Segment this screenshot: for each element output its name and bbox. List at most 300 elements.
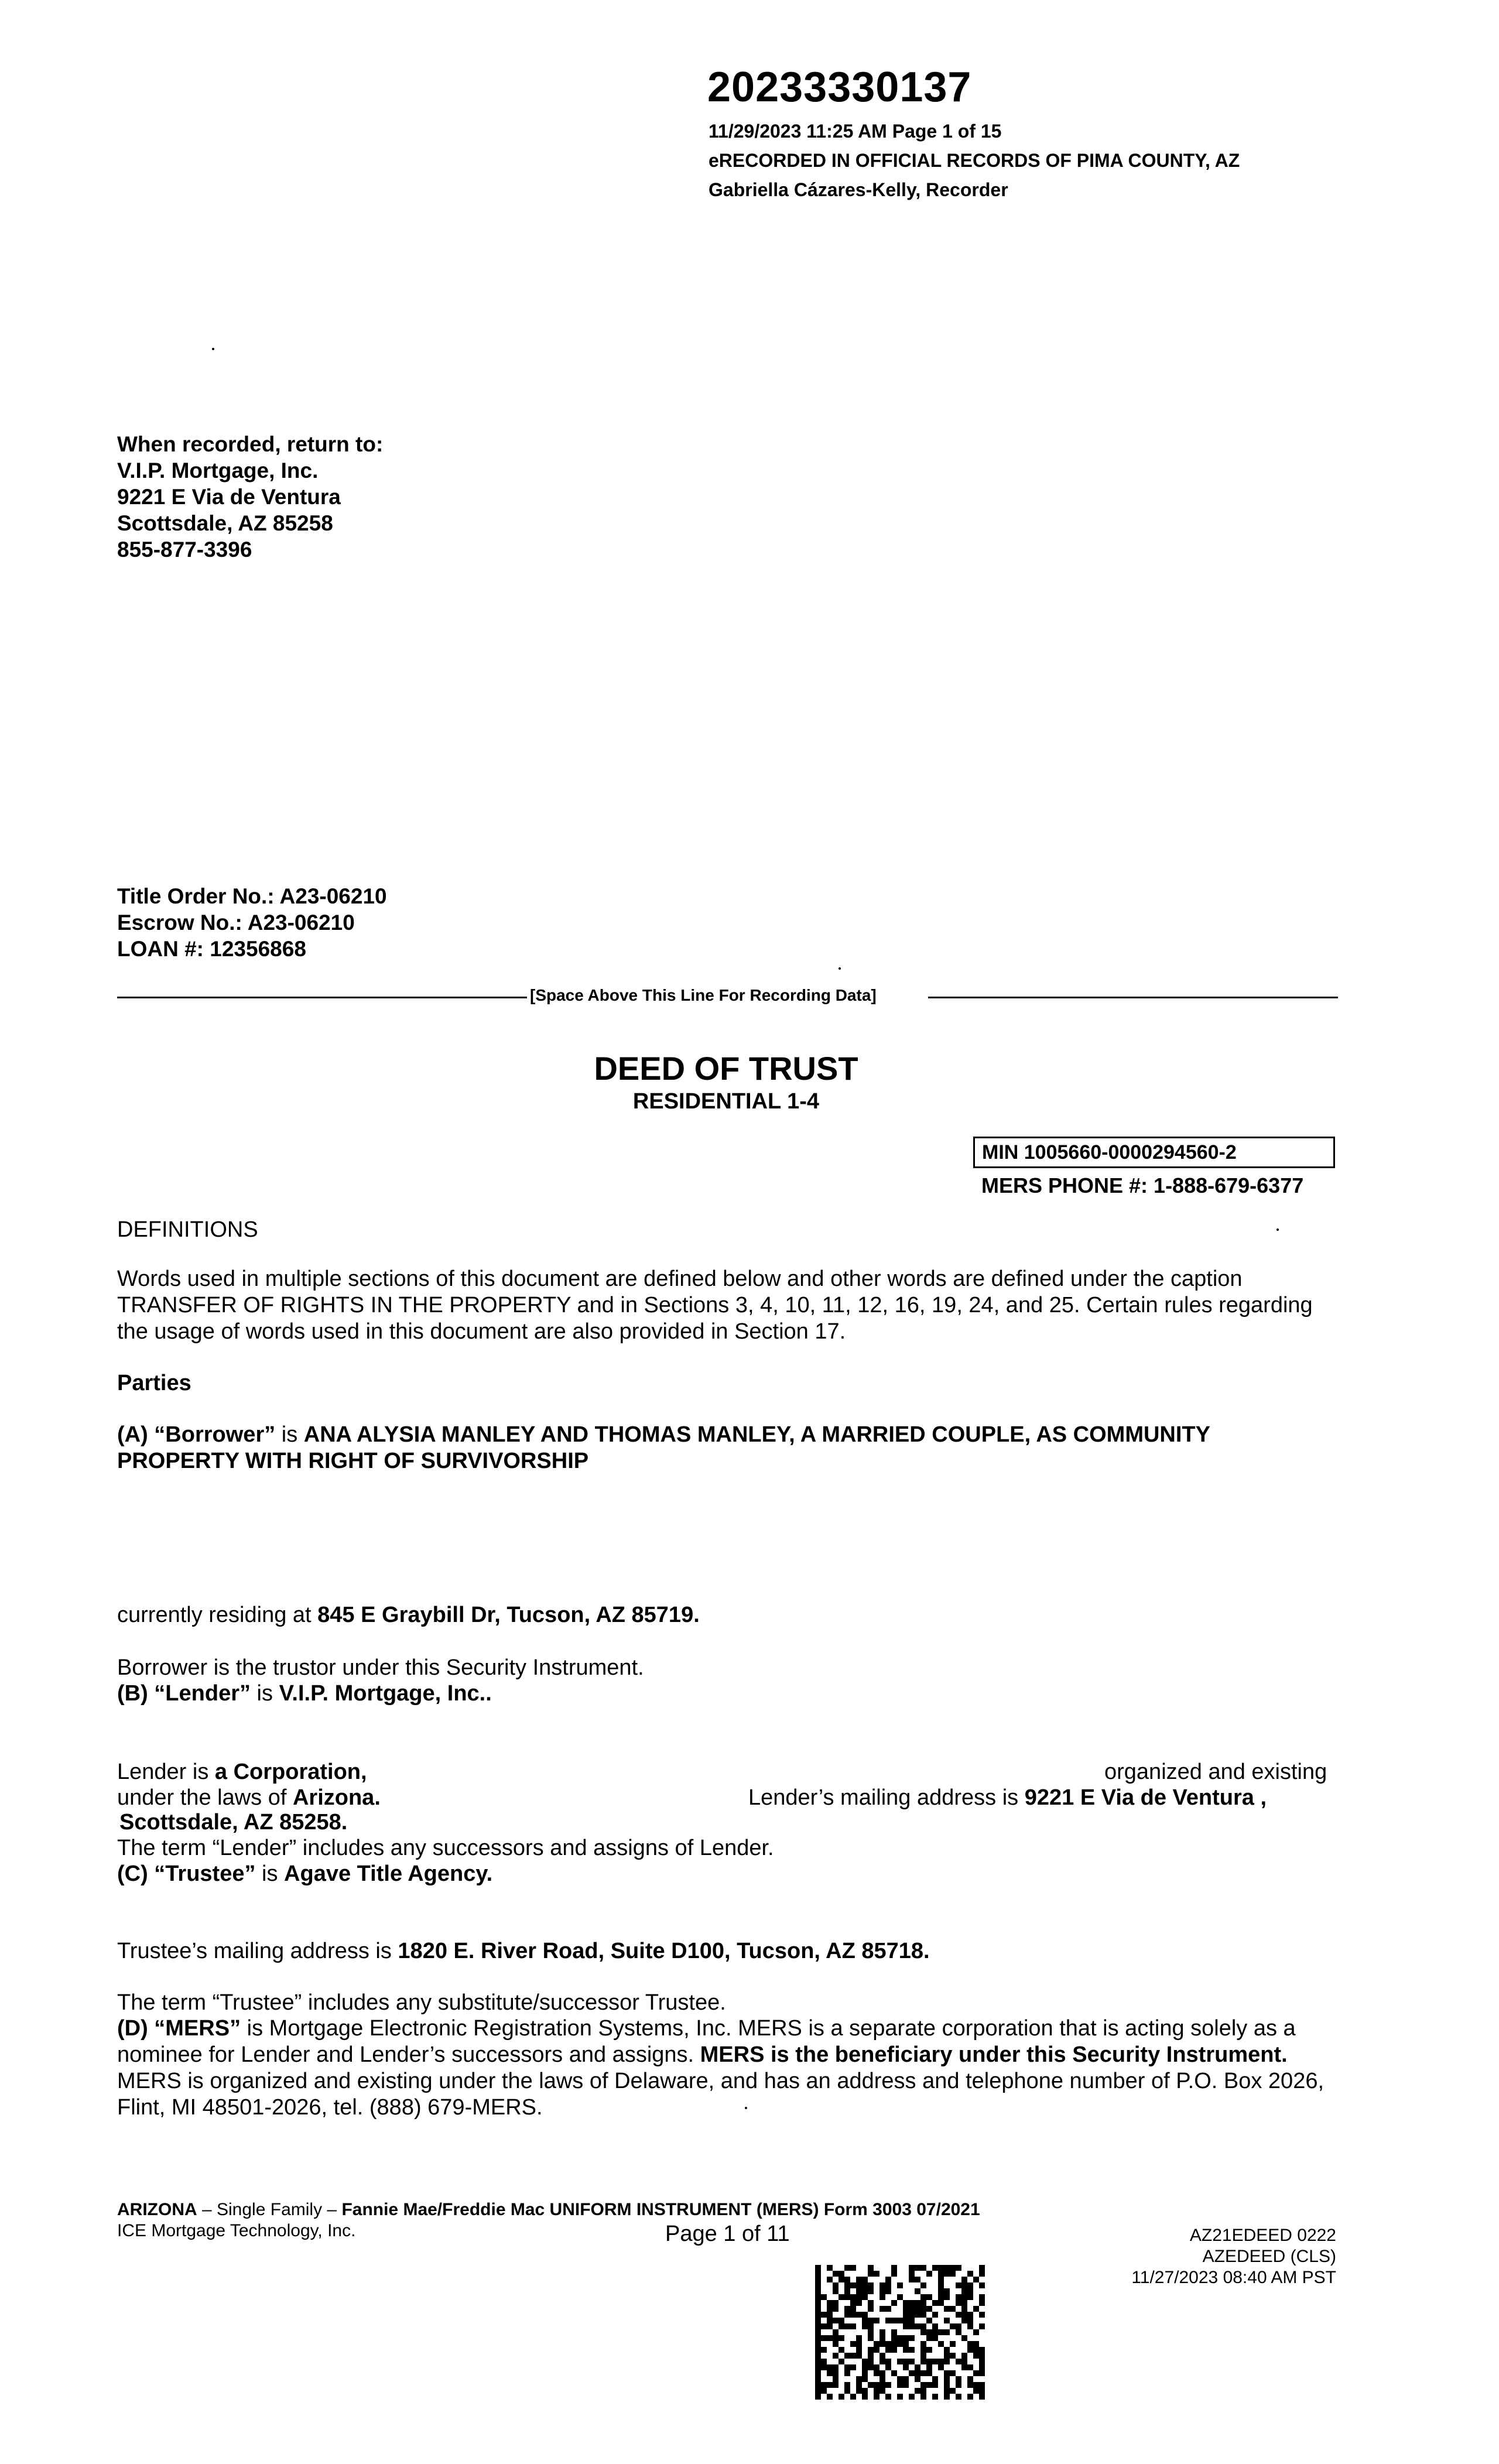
barcode-cell xyxy=(979,2347,985,2353)
barcode-cell xyxy=(950,2353,956,2359)
barcode-cell xyxy=(856,2277,862,2282)
trustee-mailing-prefix: Trustee’s mailing address is xyxy=(117,1939,398,1963)
barcode-cell xyxy=(850,2282,856,2288)
barcode-cell xyxy=(839,2294,844,2300)
barcode-cell xyxy=(862,2318,868,2323)
barcode-cell xyxy=(920,2353,926,2359)
barcode-cell xyxy=(903,2312,909,2318)
barcode-cell xyxy=(920,2312,926,2318)
barcode-cell xyxy=(967,2312,973,2318)
barcode-cell xyxy=(973,2353,979,2359)
barcode-cell xyxy=(856,2347,862,2353)
barcode-cell xyxy=(833,2370,839,2376)
barcode-cell xyxy=(926,2359,932,2364)
barcode-cell xyxy=(862,2323,868,2329)
barcode-cell xyxy=(891,2271,897,2277)
barcode-cell xyxy=(979,2382,985,2388)
loan-number: LOAN #: 12356868 xyxy=(117,937,306,961)
barcode-cell xyxy=(827,2394,833,2400)
footer-form-line xyxy=(117,2199,980,2220)
footer-form-name: Fannie Mae/Freddie Mac UNIFORM INSTRUMENT (MERS) Form 3003 07/2021 xyxy=(341,2200,980,2219)
scan-speck xyxy=(1276,1228,1279,1231)
borrower-definition xyxy=(117,1422,1347,1474)
barcode-cell xyxy=(932,2312,938,2318)
document-title: DEED OF TRUST xyxy=(594,1050,858,1087)
barcode-cell xyxy=(879,2341,885,2347)
barcode-cell xyxy=(944,2329,950,2335)
barcode-cell xyxy=(833,2282,839,2288)
barcode-cell xyxy=(956,2300,961,2306)
barcode-cell xyxy=(979,2388,985,2394)
barcode-cell xyxy=(862,2359,868,2364)
barcode-cell xyxy=(879,2370,885,2376)
barcode-cell xyxy=(944,2347,950,2353)
barcode-cell xyxy=(938,2300,944,2306)
barcode-cell xyxy=(909,2318,915,2323)
barcode-cell xyxy=(950,2271,956,2277)
barcode-cell xyxy=(944,2353,950,2359)
barcode-cell xyxy=(821,2323,827,2329)
barcode-cell xyxy=(874,2382,879,2388)
barcode-cell xyxy=(979,2359,985,2364)
barcode-cell xyxy=(844,2282,850,2288)
barcode-cell xyxy=(973,2382,979,2388)
barcode-cell xyxy=(850,2306,856,2312)
barcode-cell xyxy=(932,2376,938,2382)
barcode-cell xyxy=(967,2341,973,2347)
barcode-cell xyxy=(897,2382,903,2388)
footer-form-desc: – Single Family – xyxy=(197,2200,342,2219)
barcode-cell xyxy=(973,2277,979,2282)
barcode-cell xyxy=(839,2277,844,2282)
barcode-cell xyxy=(815,2265,821,2271)
barcode-cell xyxy=(956,2359,961,2364)
barcode-cell xyxy=(885,2277,891,2282)
barcode-cell xyxy=(850,2265,856,2271)
barcode-cell xyxy=(920,2306,926,2312)
trustee-name: Agave Title Agency. xyxy=(284,1861,493,1886)
barcode-cell xyxy=(827,2318,833,2323)
barcode-cell xyxy=(956,2312,961,2318)
barcode-cell xyxy=(874,2388,879,2394)
barcode-cell xyxy=(874,2318,879,2323)
barcode-cell xyxy=(844,2294,850,2300)
definitions-intro-line: TRANSFER OF RIGHTS IN THE PROPERTY and in Sections 3, 4, 10, 11, 12, 16, 19, 24, and 25. Certain rules regarding xyxy=(117,1293,1313,1317)
barcode-cell xyxy=(967,2323,973,2329)
barcode-cell xyxy=(909,2370,915,2376)
barcode-cell xyxy=(827,2382,833,2388)
barcode-cell xyxy=(967,2282,973,2288)
barcode-cell xyxy=(833,2335,839,2341)
barcode-cell xyxy=(944,2359,950,2364)
barcode-cell xyxy=(956,2323,961,2329)
document-subtitle: RESIDENTIAL 1-4 xyxy=(632,1089,820,1114)
barcode-cell xyxy=(944,2382,950,2388)
scan-speck xyxy=(212,348,214,350)
lender-state: Arizona. xyxy=(292,1785,381,1810)
barcode-cell xyxy=(903,2376,909,2382)
barcode-cell xyxy=(815,2364,821,2370)
barcode-cell xyxy=(839,2323,844,2329)
barcode-cell xyxy=(979,2364,985,2370)
barcode-cell xyxy=(891,2335,897,2341)
barcode-cell xyxy=(850,2353,856,2359)
barcode-cell xyxy=(915,2376,920,2382)
barcode-cell xyxy=(897,2359,903,2364)
barcode-cell xyxy=(903,2300,909,2306)
barcode-cell xyxy=(915,2364,920,2370)
mers-line3: MERS is organized and existing under the laws of Delaware, and has an address and telephone number of P.O. Box 2026, xyxy=(117,2069,1325,2093)
barcode-cell xyxy=(961,2277,967,2282)
barcode-cell xyxy=(879,2329,885,2335)
barcode-cell xyxy=(944,2294,950,2300)
barcode-cell xyxy=(821,2347,827,2353)
barcode-cell xyxy=(950,2388,956,2394)
barcode-cell xyxy=(903,2306,909,2312)
barcode-cell xyxy=(909,2312,915,2318)
lender-term: The term “Lender” includes any successors and assigns of Lender. xyxy=(117,1836,774,1860)
footer-code-2: AZEDEED (CLS) xyxy=(1202,2247,1336,2266)
barcode-cell xyxy=(868,2318,874,2323)
trustee-definition xyxy=(117,1861,492,1887)
barcode-cell xyxy=(909,2394,915,2400)
barcode-cell xyxy=(891,2329,897,2335)
barcode-cell xyxy=(879,2306,885,2312)
barcode-cell xyxy=(973,2306,979,2312)
barcode-cell xyxy=(868,2382,874,2388)
barcode-cell xyxy=(956,2394,961,2400)
lender-under-laws: under the laws of xyxy=(117,1785,293,1810)
barcode-cell xyxy=(956,2265,961,2271)
barcode-cell xyxy=(856,2300,862,2306)
barcode-cell xyxy=(850,2294,856,2300)
barcode-cell xyxy=(950,2323,956,2329)
barcode-cell xyxy=(815,2318,821,2323)
barcode-cell xyxy=(885,2347,891,2353)
barcode-cell xyxy=(950,2370,956,2376)
barcode-cell xyxy=(868,2353,874,2359)
barcode-cell xyxy=(833,2318,839,2323)
barcode-cell xyxy=(833,2288,839,2294)
barcode-cell xyxy=(833,2353,839,2359)
barcode-cell xyxy=(815,2341,821,2347)
barcode-cell xyxy=(862,2394,868,2400)
barcode-cell xyxy=(827,2323,833,2329)
lender-mailing-address: 9221 E Via de Ventura , xyxy=(1024,1785,1267,1810)
barcode-cell xyxy=(944,2288,950,2294)
barcode-cell xyxy=(856,2376,862,2382)
barcode-cell xyxy=(920,2265,926,2271)
barcode-cell xyxy=(891,2265,897,2271)
barcode-cell xyxy=(844,2382,850,2388)
barcode-cell xyxy=(850,2394,856,2400)
barcode-cell xyxy=(932,2323,938,2329)
barcode-cell xyxy=(938,2359,944,2364)
barcode-cell xyxy=(897,2282,903,2288)
barcode-cell xyxy=(915,2370,920,2376)
barcode-cell xyxy=(903,2382,909,2388)
lender-mailing-prefix: Lender’s mailing address is xyxy=(748,1785,1025,1810)
barcode-cell xyxy=(868,2265,874,2271)
definitions-intro xyxy=(117,1266,1341,1345)
barcode-cell xyxy=(915,2388,920,2394)
barcode-cell xyxy=(844,2306,850,2312)
barcode-cell xyxy=(932,2300,938,2306)
barcode-cell xyxy=(920,2323,926,2329)
barcode-cell xyxy=(897,2376,903,2382)
footer-company: ICE Mortgage Technology, Inc. xyxy=(117,2221,356,2240)
barcode-cell xyxy=(833,2364,839,2370)
barcode-cell xyxy=(891,2347,897,2353)
divider-right xyxy=(928,997,1338,998)
barcode-cell xyxy=(944,2265,950,2271)
barcode-cell xyxy=(815,2312,821,2318)
barcode-cell xyxy=(926,2294,932,2300)
barcode-cell xyxy=(903,2364,909,2370)
barcode-cell xyxy=(885,2394,891,2400)
barcode-cell xyxy=(956,2294,961,2300)
barcode-cell xyxy=(926,2370,932,2376)
barcode-cell xyxy=(979,2370,985,2376)
barcode-cell xyxy=(821,2294,827,2300)
barcode-cell xyxy=(879,2282,885,2288)
barcode-cell xyxy=(903,2347,909,2353)
barcode-cell xyxy=(868,2347,874,2353)
barcode-cell xyxy=(944,2306,950,2312)
barcode-cell xyxy=(833,2341,839,2347)
barcode-cell xyxy=(856,2288,862,2294)
barcode-cell xyxy=(844,2288,850,2294)
barcode-cell xyxy=(862,2312,868,2318)
barcode-cell xyxy=(967,2394,973,2400)
barcode-cell xyxy=(879,2353,885,2359)
barcode-cell xyxy=(932,2382,938,2388)
barcode-cell xyxy=(879,2288,885,2294)
barcode-cell xyxy=(909,2265,915,2271)
barcode-cell xyxy=(944,2376,950,2382)
barcode-cell xyxy=(815,2335,821,2341)
barcode-cell xyxy=(815,2277,821,2282)
barcode-cell xyxy=(862,2376,868,2382)
barcode-cell xyxy=(979,2282,985,2288)
barcode-cell xyxy=(862,2282,868,2288)
barcode-cell xyxy=(856,2312,862,2318)
barcode-cell xyxy=(903,2335,909,2341)
return-to-block xyxy=(117,431,383,563)
barcode-cell xyxy=(868,2306,874,2312)
lender-entity-line xyxy=(117,1759,367,1785)
mers-definition xyxy=(117,2015,1347,2121)
barcode-cell xyxy=(961,2300,967,2306)
barcode-cell xyxy=(856,2294,862,2300)
barcode-cell xyxy=(844,2265,850,2271)
barcode-cell xyxy=(979,2394,985,2400)
barcode-image xyxy=(815,2265,985,2400)
barcode-cell xyxy=(926,2382,932,2388)
barcode-cell xyxy=(885,2288,891,2294)
barcode-cell xyxy=(827,2277,833,2282)
barcode-cell xyxy=(979,2323,985,2329)
barcode-cell xyxy=(856,2341,862,2347)
scan-speck xyxy=(839,967,841,970)
barcode-cell xyxy=(850,2300,856,2306)
barcode-cell xyxy=(827,2364,833,2370)
barcode-cell xyxy=(874,2370,879,2376)
barcode-cell xyxy=(815,2300,821,2306)
barcode-cell xyxy=(967,2271,973,2277)
barcode-cell xyxy=(920,2394,926,2400)
barcode-cell xyxy=(821,2382,827,2388)
barcode-cell xyxy=(827,2300,833,2306)
mers-line4: Flint, MI 48501-2026, tel. (888) 679-MERS. xyxy=(117,2095,543,2120)
barcode-cell xyxy=(938,2282,944,2288)
barcode-cell xyxy=(903,2318,909,2323)
barcode-cell xyxy=(885,2306,891,2312)
barcode-cell xyxy=(938,2341,944,2347)
barcode-cell xyxy=(844,2388,850,2394)
barcode-cell xyxy=(885,2318,891,2323)
barcode-cell xyxy=(967,2347,973,2353)
footer-code-1: AZ21EDEED 0222 xyxy=(1189,2226,1336,2245)
barcode-cell xyxy=(915,2265,920,2271)
barcode-cell xyxy=(938,2329,944,2335)
barcode-cell xyxy=(821,2364,827,2370)
barcode-cell xyxy=(944,2388,950,2394)
barcode-cell xyxy=(967,2376,973,2382)
barcode-cell xyxy=(903,2359,909,2364)
barcode-cell xyxy=(950,2265,956,2271)
divider-left xyxy=(117,997,527,998)
barcode-cell xyxy=(868,2288,874,2294)
barcode-cell xyxy=(926,2347,932,2353)
barcode-cell xyxy=(973,2329,979,2335)
barcode-cell xyxy=(932,2265,938,2271)
lender-is-a: Lender is xyxy=(117,1760,215,1784)
barcode-cell xyxy=(938,2364,944,2370)
barcode-cell xyxy=(850,2323,856,2329)
barcode-cell xyxy=(979,2300,985,2306)
barcode-cell xyxy=(961,2306,967,2312)
residing-prefix: currently residing at xyxy=(117,1603,318,1627)
barcode-cell xyxy=(979,2271,985,2277)
escrow-number: Escrow No.: A23-06210 xyxy=(117,911,355,935)
barcode-cell xyxy=(920,2382,926,2388)
barcode-cell xyxy=(967,2294,973,2300)
barcode-cell xyxy=(903,2323,909,2329)
barcode-cell xyxy=(944,2318,950,2323)
barcode-cell xyxy=(833,2329,839,2335)
trustee-term: The term “Trustee” includes any substitute/successor Trustee. xyxy=(117,1990,726,2015)
definitions-intro-line: the usage of words used in this document are also provided in Section 17. xyxy=(117,1319,846,1344)
borrower-names-cont: PROPERTY WITH RIGHT OF SURVIVORSHIP xyxy=(117,1449,589,1473)
barcode-cell xyxy=(827,2312,833,2318)
barcode-cell xyxy=(833,2271,839,2277)
barcode-cell xyxy=(815,2353,821,2359)
barcode-cell xyxy=(979,2312,985,2318)
barcode-cell xyxy=(961,2318,967,2323)
definitions-intro-line: Words used in multiple sections of this document are defined below and other words are defined under the caption xyxy=(117,1267,1243,1291)
barcode-cell xyxy=(815,2323,821,2329)
barcode-cell xyxy=(909,2323,915,2329)
barcode-cell xyxy=(973,2347,979,2353)
barcode-cell xyxy=(956,2329,961,2335)
barcode-cell xyxy=(932,2329,938,2335)
barcode-cell xyxy=(926,2335,932,2341)
barcode-cell xyxy=(874,2271,879,2277)
barcode-cell xyxy=(961,2294,967,2300)
barcode-cell xyxy=(938,2294,944,2300)
barcode-cell xyxy=(909,2347,915,2353)
barcode-cell xyxy=(856,2382,862,2388)
barcode-cell xyxy=(950,2306,956,2312)
barcode-cell xyxy=(815,2271,821,2277)
barcode-cell xyxy=(839,2394,844,2400)
barcode-cell xyxy=(944,2370,950,2376)
barcode-cell xyxy=(956,2282,961,2288)
definitions-heading: DEFINITIONS xyxy=(117,1217,258,1242)
barcode-cell xyxy=(868,2335,874,2341)
barcode-cell xyxy=(827,2265,833,2271)
barcode-cell xyxy=(850,2341,856,2347)
barcode-cell xyxy=(973,2388,979,2394)
barcode-cell xyxy=(821,2312,827,2318)
min-box: MIN 1005660-0000294560-2 xyxy=(973,1137,1335,1168)
barcode-cell xyxy=(926,2306,932,2312)
barcode-cell xyxy=(868,2271,874,2277)
title-order-number: Title Order No.: A23-06210 xyxy=(117,884,387,908)
barcode-cell xyxy=(961,2288,967,2294)
footer-codes xyxy=(995,2225,1336,2288)
mers-phone: MERS PHONE #: 1-888-679-6377 xyxy=(981,1173,1304,1197)
order-info-block xyxy=(117,883,387,962)
lender-entity: a Corporation, xyxy=(214,1760,367,1784)
barcode-cell xyxy=(879,2359,885,2364)
trustee-mailing-line xyxy=(117,1938,930,1965)
barcode-cell xyxy=(956,2376,961,2382)
barcode-cell xyxy=(979,2353,985,2359)
barcode-cell xyxy=(897,2341,903,2347)
barcode-cell xyxy=(862,2288,868,2294)
barcode-cell xyxy=(821,2335,827,2341)
barcode-cell xyxy=(938,2265,944,2271)
barcode-cell xyxy=(909,2277,915,2282)
barcode-cell xyxy=(926,2318,932,2323)
barcode-cell xyxy=(891,2318,897,2323)
borrower-label: (A) “Borrower” xyxy=(117,1422,276,1447)
barcode-cell xyxy=(915,2306,920,2312)
lender-city: Scottsdale, AZ 85258. xyxy=(119,1810,348,1835)
barcode-cell xyxy=(874,2364,879,2370)
barcode-cell xyxy=(839,2335,844,2341)
barcode-cell xyxy=(856,2282,862,2288)
lender-definition xyxy=(117,1681,492,1707)
barcode-cell xyxy=(920,2341,926,2347)
barcode-cell xyxy=(856,2335,862,2341)
barcode-cell xyxy=(885,2364,891,2370)
barcode-cell xyxy=(979,2265,985,2271)
barcode-cell xyxy=(967,2364,973,2370)
barcode-cell xyxy=(815,2382,821,2388)
footer-page-number: Page 1 of 11 xyxy=(665,2222,790,2246)
recording-document-number: 20233330137 xyxy=(707,64,972,111)
mers-beneficiary: MERS is the beneficiary under this Security Instrument. xyxy=(700,2042,1288,2067)
borrower-is: is xyxy=(275,1422,304,1447)
barcode-cell xyxy=(920,2370,926,2376)
barcode-cell xyxy=(868,2364,874,2370)
barcode-cell xyxy=(891,2341,897,2347)
return-to-line: 855-877-3396 xyxy=(117,538,252,562)
recording-date-page: 11/29/2023 11:25 AM Page 1 of 15 xyxy=(709,121,1002,142)
